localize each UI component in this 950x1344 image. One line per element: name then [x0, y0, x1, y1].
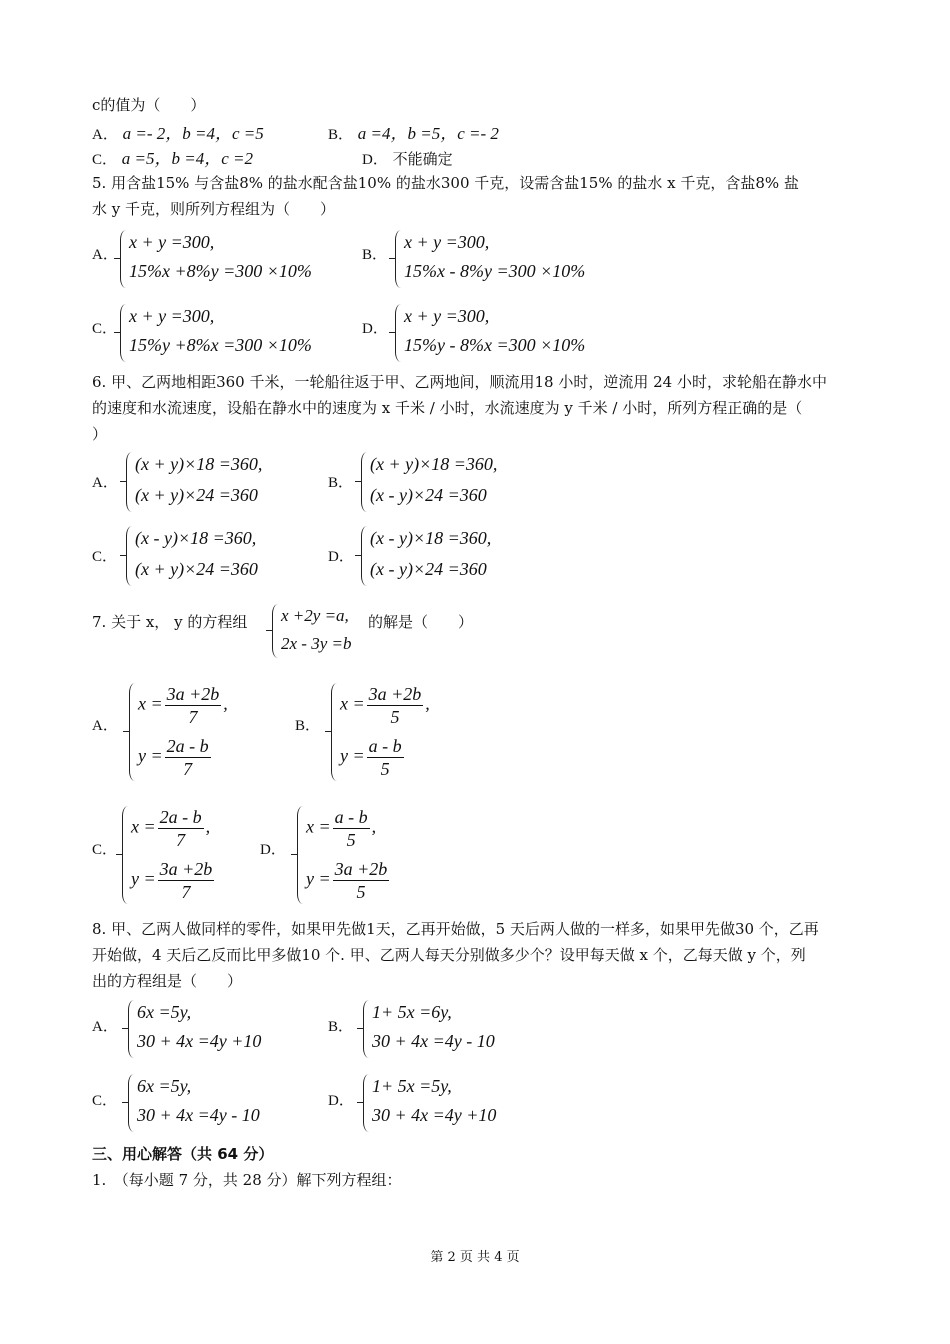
denominator: 7	[183, 759, 193, 779]
denominator: 5	[390, 707, 400, 727]
q5-stem-line1: 5. 用含盐15% 与含盐8% 的盐水配含盐10% 的盐水300 千克，设需含盐15% 的盐水 x 千克，含盐8% 盐	[92, 174, 799, 192]
q8-option-c-label: C．	[92, 1093, 118, 1109]
equation-1: x +2y =a,	[281, 606, 349, 625]
q5-option-d-label: D．	[362, 321, 388, 337]
q4-option-a	[92, 121, 264, 148]
q7-option-a-label: A．	[92, 718, 118, 734]
q8-option-c	[128, 1074, 308, 1132]
numerator: 3a +2b	[166, 684, 220, 704]
q5-option-a-label: A．	[92, 247, 118, 263]
q6-option-a-label: A．	[92, 475, 118, 491]
q5-option-a	[120, 230, 340, 288]
brace-icon	[122, 806, 129, 904]
numerator: a - b	[368, 736, 402, 756]
brace-icon	[363, 1000, 370, 1058]
q6-option-b	[361, 452, 541, 512]
q6-stem-line2: 的速度和水流速度，设船在静水中的速度为 x 千米 / 小时，水流速度为 y 千米 / 小时，所列方程正确的是（	[92, 399, 803, 417]
q6-option-b-label: B．	[328, 475, 354, 491]
y-expression: y = $\frac{2a - b}{7}$	[138, 736, 209, 779]
equation-1: (x - y)×18 =360,	[135, 528, 257, 548]
denominator: 5	[356, 882, 366, 902]
q8-stem-line3: 出的方程组是（ ）	[92, 972, 243, 990]
option-label: C．	[92, 152, 118, 168]
equation-2: 30 + 4x =4y +10	[137, 1031, 262, 1051]
q7-option-a	[129, 683, 249, 781]
q5-option-d	[395, 304, 615, 362]
brace-icon	[395, 230, 402, 288]
q5-stem-line2: 水 y 千克，则所列方程组为（ ）	[92, 200, 336, 218]
q7-stem-post: 的解是（ ）	[368, 613, 474, 631]
q8-option-d-label: D．	[328, 1093, 354, 1109]
brace-icon	[120, 230, 127, 288]
brace-icon	[120, 304, 127, 362]
x-expression: x = $\frac{a - b}{5}$ ,	[306, 807, 377, 850]
q7-stem-pre: 7. 关于 x， y 的方程组	[92, 613, 248, 631]
numerator: 2a - b	[166, 736, 209, 756]
x-expression: x = $\frac{3a +2b}{5}$ ,	[340, 684, 430, 727]
brace-icon	[331, 683, 338, 781]
equation-1: 6x =5y,	[137, 1076, 192, 1096]
equation-2: (x + y)×24 =360	[135, 559, 258, 579]
option-text: a =4，b =5，c =- 2	[357, 124, 499, 143]
option-text: a =5，b =4，c =2	[121, 149, 254, 168]
option-label: D．	[362, 152, 388, 168]
q6-option-c-label: C．	[92, 549, 118, 565]
q5-option-b-label: B．	[362, 247, 388, 263]
equation-1: x + y =300,	[404, 306, 490, 326]
equation-2: (x + y)×24 =360	[135, 485, 258, 505]
q5-option-c-label: C．	[92, 321, 118, 337]
q7-option-b-label: B．	[295, 718, 321, 734]
numerator: 2a - b	[159, 807, 202, 827]
q6-option-d	[361, 526, 541, 586]
q8-stem-line1: 8. 甲、乙两人做同样的零件，如果甲先做1天，乙再开始做，5 天后两人做的一样多，如果甲先做30 个，乙再	[92, 920, 819, 938]
y-expression: y = $\frac{a - b}{5}$	[340, 736, 402, 779]
q7-system	[272, 604, 372, 658]
q8-option-a-label: A．	[92, 1019, 118, 1035]
denominator: 7	[181, 882, 191, 902]
denominator: 7	[176, 830, 186, 850]
x-expression: x = $\frac{3a +2b}{7}$ ,	[138, 684, 228, 727]
q7-option-c	[122, 806, 242, 904]
page-footer: 第 2 页 共 4 页	[430, 1250, 520, 1265]
brace-icon	[126, 526, 133, 586]
q6-option-c	[126, 526, 306, 586]
x-expression: x = $\frac{2a - b}{7}$ ,	[131, 807, 211, 850]
q6-stem-line3: ）	[92, 425, 108, 443]
brace-icon	[361, 526, 368, 586]
equation-2: 15%x - 8%y =300 ×10%	[404, 261, 586, 281]
denominator: 5	[380, 759, 390, 779]
q4-option-b	[328, 121, 499, 148]
equation-1: 1+ 5x =6y,	[372, 1002, 452, 1022]
q8-option-b-label: B．	[328, 1019, 354, 1035]
equation-1: x + y =300,	[129, 306, 215, 326]
q5-option-c	[120, 304, 340, 362]
y-expression: y = $\frac{3a +2b}{5}$	[306, 859, 388, 902]
option-label: A．	[92, 127, 118, 143]
equation-1: (x + y)×18 =360,	[370, 454, 498, 474]
option-text: 不能确定	[392, 150, 453, 168]
brace-icon	[126, 452, 133, 512]
denominator: 5	[346, 830, 356, 850]
brace-icon	[363, 1074, 370, 1132]
numerator: a - b	[334, 807, 368, 827]
equation-1: (x - y)×18 =360,	[370, 528, 492, 548]
q6-option-d-label: D．	[328, 549, 354, 565]
brace-icon	[361, 452, 368, 512]
numerator: 3a +2b	[368, 684, 422, 704]
q7-option-d-label: D．	[260, 842, 286, 858]
brace-icon	[128, 1000, 135, 1058]
q7-option-b	[331, 683, 451, 781]
section-item-1: 1. （每小题 7 分，共 28 分）解下列方程组：	[92, 1171, 402, 1189]
q6-stem-line1: 6. 甲、乙两地相距360 千米，一轮船往返于甲、乙两地间，顺流用18 小时，逆流用 24 小时，求轮船在静水中	[92, 373, 827, 391]
q8-option-a	[128, 1000, 308, 1058]
section-heading: 三、用心解答（共 64 分）	[92, 1145, 274, 1163]
equation-2: (x - y)×24 =360	[370, 559, 487, 579]
equation-1: 1+ 5x =5y,	[372, 1076, 452, 1096]
equation-2: 2x - 3y =b	[281, 634, 352, 653]
q6-option-a	[126, 452, 306, 512]
equation-1: (x + y)×18 =360,	[135, 454, 263, 474]
equation-2: 15%x +8%y =300 ×10%	[129, 261, 312, 281]
brace-icon	[395, 304, 402, 362]
equation-1: x + y =300,	[404, 232, 490, 252]
brace-icon	[129, 683, 136, 781]
q4-stem: c的值为（ ）	[92, 96, 206, 114]
q7-option-d	[297, 806, 417, 904]
equation-2: 15%y +8%x =300 ×10%	[129, 335, 312, 355]
q5-option-b	[395, 230, 615, 288]
equation-1: x + y =300,	[129, 232, 215, 252]
numerator: 3a +2b	[334, 859, 388, 879]
option-label: B．	[328, 127, 354, 143]
q8-option-b	[363, 1000, 543, 1058]
y-expression: y = $\frac{3a +2b}{7}$	[131, 859, 213, 902]
numerator: 3a +2b	[159, 859, 213, 879]
denominator: 7	[188, 707, 198, 727]
equation-1: 6x =5y,	[137, 1002, 192, 1022]
brace-icon	[128, 1074, 135, 1132]
equation-2: 30 + 4x =4y +10	[372, 1105, 497, 1125]
brace-icon	[297, 806, 304, 904]
option-text: a =- 2，b =4，c =5	[122, 124, 264, 143]
equation-2: 15%y - 8%x =300 ×10%	[404, 335, 586, 355]
q7-option-c-label: C．	[92, 842, 118, 858]
q8-stem-line2: 开始做，4 天后乙反而比甲多做10 个. 甲、乙两人每天分别做多少个？设甲每天做 x 个，乙每天做 y 个，列	[92, 946, 806, 964]
equation-2: 30 + 4x =4y - 10	[372, 1031, 495, 1051]
equation-2: 30 + 4x =4y - 10	[137, 1105, 260, 1125]
equation-2: (x - y)×24 =360	[370, 485, 487, 505]
brace-icon	[272, 604, 279, 658]
q4-option-c	[92, 146, 253, 173]
q8-option-d	[363, 1074, 543, 1132]
q4-option-d	[362, 146, 453, 173]
